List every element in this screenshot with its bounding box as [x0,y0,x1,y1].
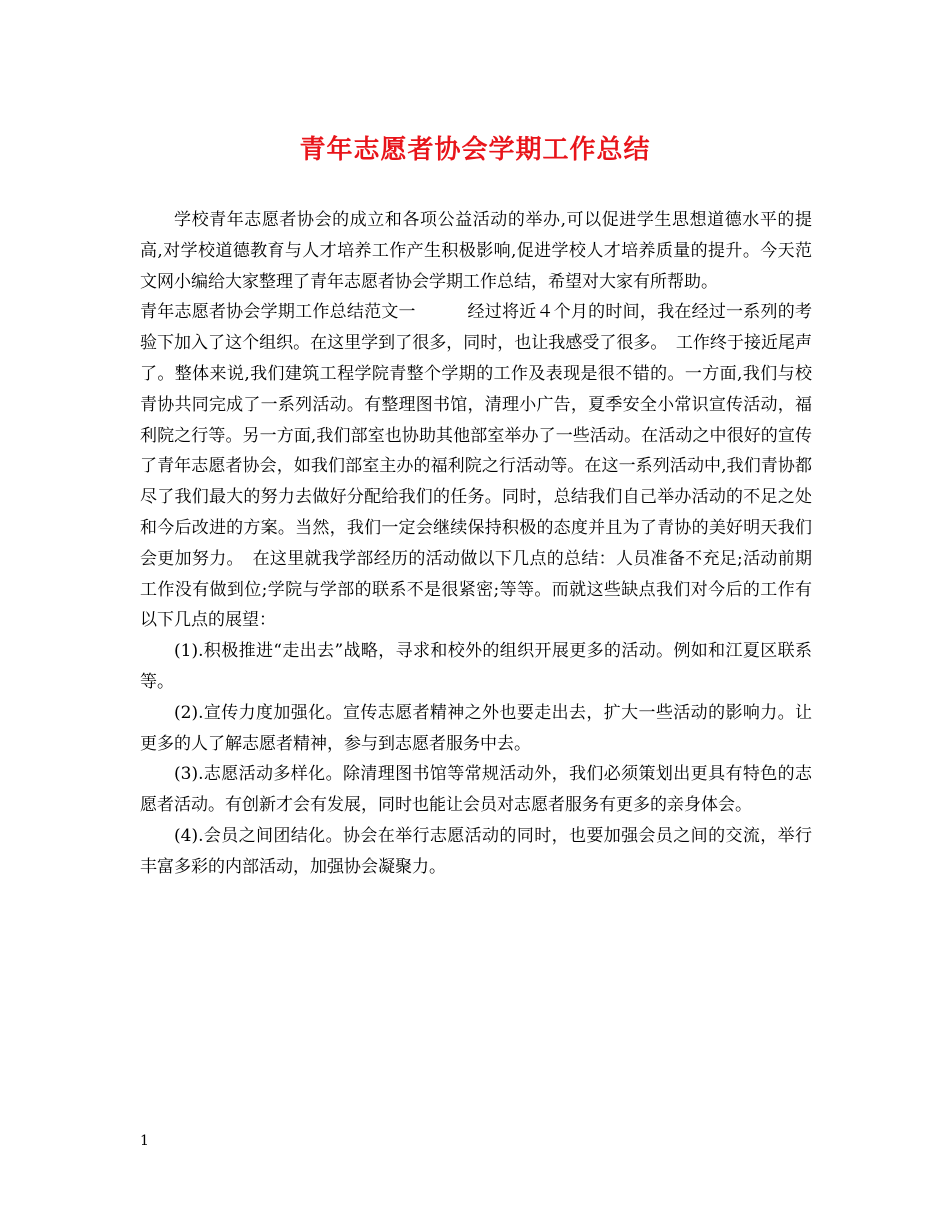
outlook-item-3: (3).志愿活动多样化。除清理图书馆等常规活动外，我们必须策划出更具有特色的志愿者活动。有创新才会有发展，同时也能让会员对志愿者服务有更多的亲身体会。 [140,764,812,816]
page-number: 1 [140,1133,149,1149]
outlook-item-1: (1).积极推进“走出去”战略，寻求和校外的组织开展更多的活动。例如和江夏区联系等。 [140,641,812,692]
summary-paragraph: 青年志愿者协会学期工作总结范文一 经过将近４个月的时间，我在经过一系列的考验下加入了这个组织。在这里学到了很多，同时，也让我感受了很多。 工作终于接近尾声了。整体来说,我们建筑工程学院青整个学期的工作及表现是很不错的。一方面,我们与校青协共同完成了一系列活动。有整理图书馆，清理小广告，夏季安全小常识宣传活动，福利院之行等。另一方面,我们部室也协助其他部室举办了一些活动。在活动之中很好的宣传了青年志愿者协会，如我们部室主办的福利院之行活动等。在这一系列活动中,我们青协都尽了我们最大的努力去做好分配给我们的任务。同时，总结我们自己举办活动的不足之处和今后改进的方案。当然，我们一定会继续保持积极的态度并且为了青协的美好明天我们会更加努力。 在这里就我学部经历的活动做以下几点的总结：人员准备不充足;活动前期工作没有做到位;学院与学部的联系不是很紧密;等等。而就这些缺点我们对今后的工作有以下几点的展望： [140,302,812,631]
outlook-item-4: (4).会员之间团结化。协会在举行志愿活动的同时，也要加强会员之间的交流，举行丰富多彩的内部活动，加强协会凝聚力。 [140,825,812,877]
intro-paragraph: 学校青年志愿者协会的成立和各项公益活动的举办,可以促进学生思想道德水平的提高,对学校道德教育与人才培养工作产生积极影响,促进学校人才培养质量的提升。今天范文网小编给大家整理了青年志愿者协会学期工作总结，希望对大家有所帮助。 [140,210,812,292]
document-body [140,205,812,883]
document-title: 青年志愿者协会学期工作总结 [299,135,651,165]
outlook-item-2: (2).宣传力度加强化。宣传志愿者精神之外也要走出去，扩大一些活动的影响力。让更多的人了解志愿者精神，参与到志愿者服务中去。 [140,702,812,754]
